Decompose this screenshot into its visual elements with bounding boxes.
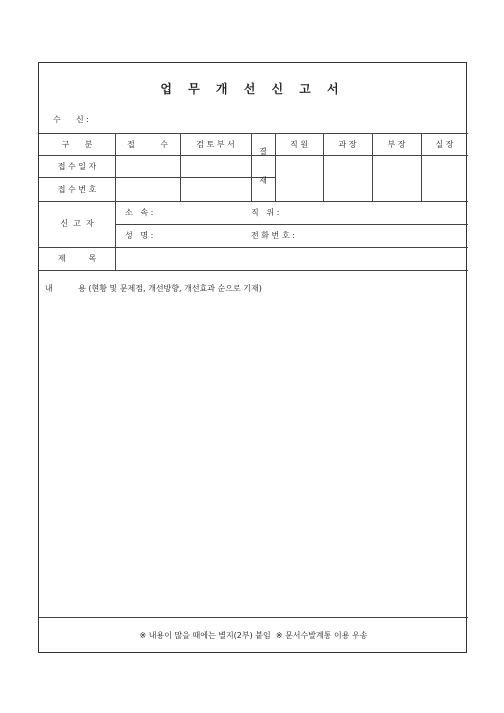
- col-line-review: [251, 133, 252, 201]
- dept-head-header: 부 장: [387, 140, 406, 149]
- row-line-footer: [39, 617, 468, 618]
- approval-char-1: 결: [259, 147, 267, 156]
- position-label: 직 위 :: [251, 208, 280, 217]
- row-line-5: [39, 270, 468, 271]
- document-title: 업 무 개 선 신 고 서: [160, 82, 345, 96]
- row-line-2: [39, 177, 275, 178]
- col-line-label: [115, 133, 116, 270]
- footer-note: ※ 내용이 많을 때에는 별지(2부) 붙임 ※ 문서수발계통 이용 우송: [139, 631, 368, 640]
- affiliation-label: 소 속 :: [125, 208, 154, 217]
- recipient-label: 수 신 :: [53, 115, 89, 124]
- name-label: 성 명 :: [125, 231, 154, 240]
- receipt-number-label: 접 수 번 호: [57, 185, 97, 194]
- row-line-4: [39, 247, 468, 248]
- row-line-3: [39, 201, 468, 202]
- review-dept-header: 검 토 부 서: [196, 140, 235, 149]
- receipt-date-label: 접 수 일 자: [57, 162, 97, 171]
- reporter-label: 신 고 자: [60, 219, 94, 228]
- subject-label: 제 목: [57, 254, 97, 263]
- category-header: 구 분: [61, 140, 93, 149]
- table-top-line: [39, 133, 468, 134]
- office-head-header: 실 장: [435, 140, 454, 149]
- content-label: 내 용 (현황 및 문제점, 개선방향, 개선효과 순으로 기재): [45, 284, 262, 293]
- form-frame: [38, 62, 467, 653]
- receipt-header: 접 수: [127, 140, 168, 149]
- approval-char-2: 재: [259, 176, 267, 185]
- row-line-1: [39, 155, 275, 156]
- phone-label: 전 화 번 호 :: [251, 231, 295, 240]
- staff-header: 직 원: [290, 140, 308, 149]
- section-chief-header: 과 장: [338, 140, 357, 149]
- row-line-reporter-mid: [115, 224, 468, 225]
